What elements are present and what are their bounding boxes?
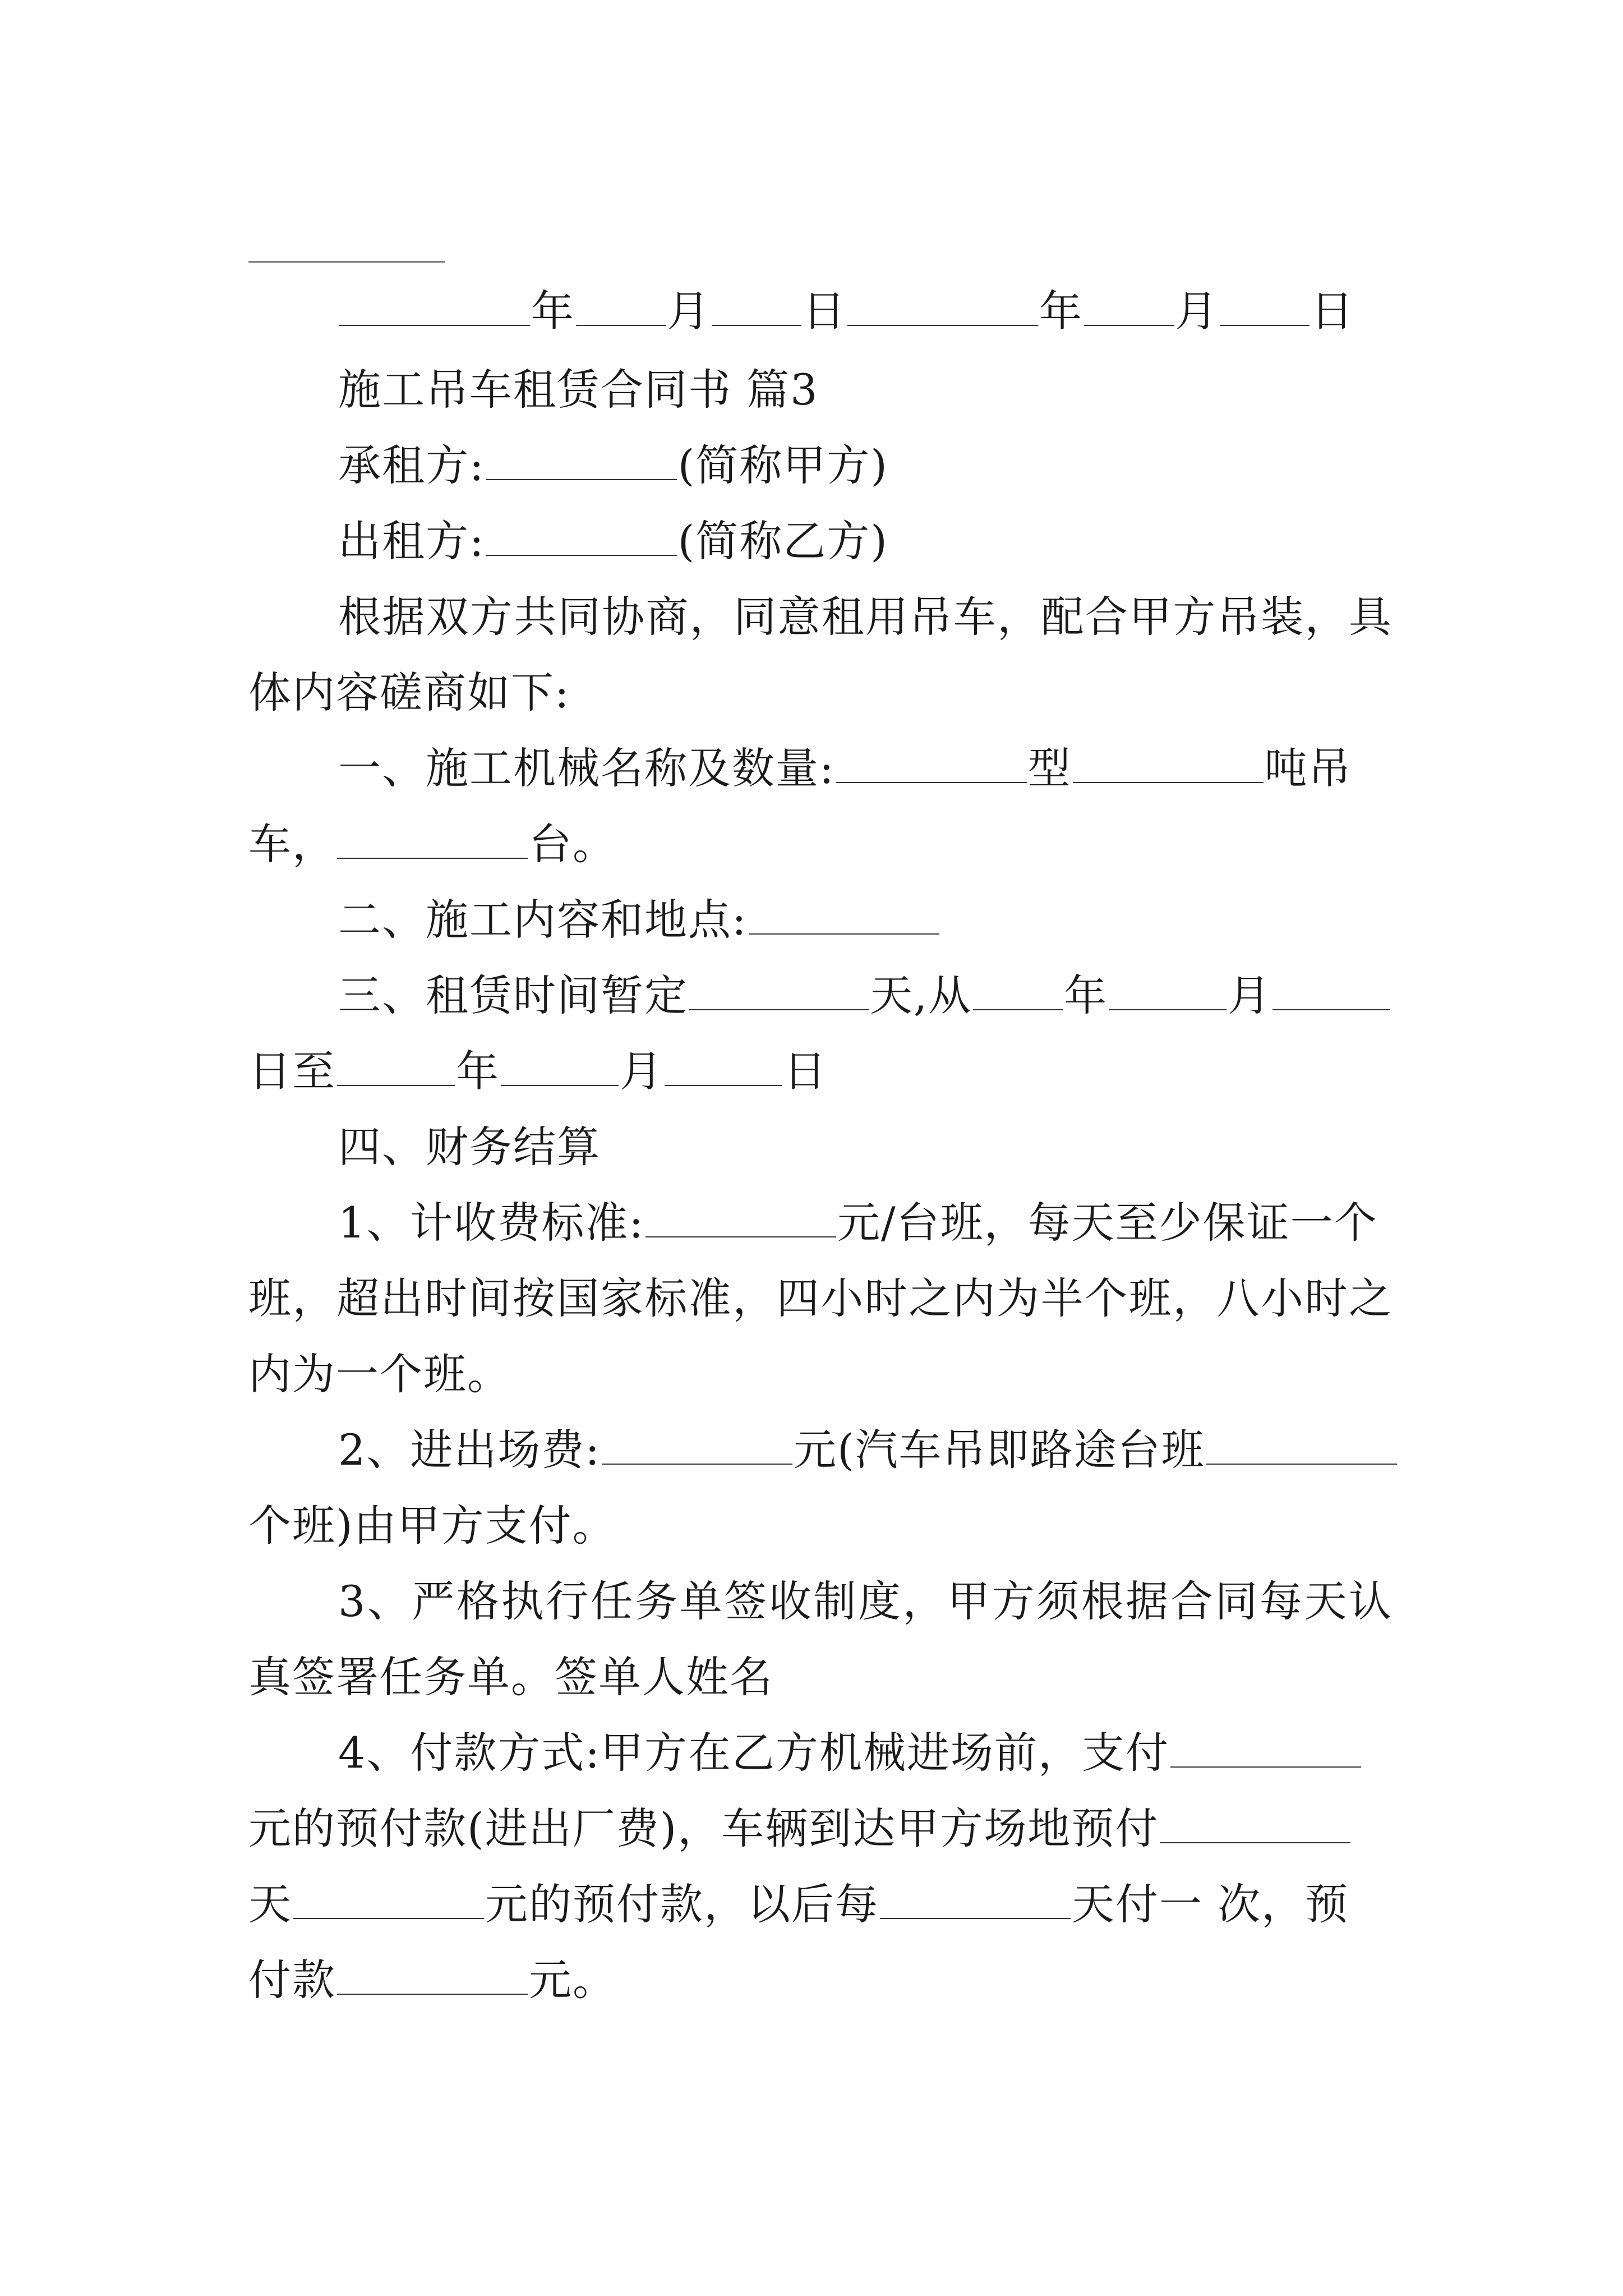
clause4-line-1: 4、付款方式:甲方在乙方机械进场前，支付 xyxy=(338,1725,1393,1781)
section-title: 施工吊车租赁合同书 篇3 xyxy=(338,365,819,415)
blank-field[interactable] xyxy=(847,287,1038,326)
blank-field[interactable] xyxy=(712,287,801,326)
blank-field[interactable] xyxy=(339,287,530,326)
clause2-line-1: 2、进出场费: 元(汽车吊即路途台班 xyxy=(338,1422,1393,1478)
item3-line-2: 日至 年 月 日 xyxy=(248,1046,827,1096)
date-line: 年 月 日 年 月 日 xyxy=(338,283,1393,339)
clause1-line-1: 1、计收费标准: 元/台班，每天至少保证一个 xyxy=(338,1198,1378,1248)
prepay-total-blank[interactable] xyxy=(337,1955,528,1995)
clause4-line-4: 付款 元。 xyxy=(248,1955,616,2005)
item2-line: 二、施工内容和地点: xyxy=(338,892,1393,948)
days-blank[interactable] xyxy=(689,971,869,1010)
from-year-blank[interactable] xyxy=(973,971,1063,1010)
item3-line-1: 三、租赁时间暂定 天,从 年 月 xyxy=(338,968,1393,1024)
lessee-blank[interactable] xyxy=(486,441,677,480)
tonnage-blank[interactable] xyxy=(1073,744,1264,783)
blank-field[interactable] xyxy=(1084,287,1174,326)
item1-line-2: 车， 台。 xyxy=(248,819,616,869)
clause1-line-2: 班，超出时间按国家标准，四小时之内为半个班，八小时之 xyxy=(248,1273,1393,1323)
prepay-blank-2[interactable] xyxy=(1160,1804,1350,1843)
to-year-blank[interactable] xyxy=(337,1047,455,1086)
to-month-blank[interactable] xyxy=(501,1047,619,1086)
model-blank[interactable] xyxy=(836,744,1027,783)
blank-field[interactable] xyxy=(576,287,666,326)
prepay-blank-1[interactable] xyxy=(1170,1728,1361,1768)
from-day-blank[interactable] xyxy=(1272,971,1390,1010)
clause1-line-3: 内为一个班。 xyxy=(248,1349,511,1399)
rate-blank[interactable] xyxy=(645,1198,836,1237)
entry-fee-blank[interactable] xyxy=(602,1425,792,1465)
from-month-blank[interactable] xyxy=(1109,971,1227,1010)
item1-line-1: 一、施工机械名称及数量: 型 吨吊 xyxy=(338,743,1352,793)
prepay-amount-blank[interactable] xyxy=(293,1880,484,1919)
intro-line-2: 体内容磋商如下: xyxy=(248,668,570,717)
lessor-blank[interactable] xyxy=(486,517,677,556)
clause4-line-3: 天 元的预付款，以后每 天付一 次，预 xyxy=(248,1879,1349,1929)
blank-field[interactable] xyxy=(1220,287,1310,326)
route-shift-blank[interactable] xyxy=(1206,1425,1397,1465)
location-blank[interactable] xyxy=(749,895,939,935)
intro-line-1: 根据双方共同协商，同意租用吊车，配合甲方吊装，具 xyxy=(338,592,1393,642)
lessee-line: 承租方: (简称甲方) xyxy=(338,440,888,490)
clause3-line-2: 真签署任务单。签单人姓名 xyxy=(248,1652,773,1702)
clause2-line-2: 个班)由甲方支付。 xyxy=(248,1501,616,1550)
to-day-blank[interactable] xyxy=(665,1047,782,1086)
item4-heading: 四、财务结算 xyxy=(338,1122,601,1172)
top-rule xyxy=(248,261,445,263)
lessor-line: 出租方: (简称乙方) xyxy=(338,516,888,566)
interval-blank[interactable] xyxy=(880,1880,1071,1919)
clause4-line-2: 元的预付款(进出厂费)，车辆到达甲方场地预付 xyxy=(248,1801,1393,1857)
clause3-line-1: 3、严格执行任务单签收制度，甲方须根据合同每天认 xyxy=(338,1576,1393,1626)
quantity-blank[interactable] xyxy=(337,820,528,859)
